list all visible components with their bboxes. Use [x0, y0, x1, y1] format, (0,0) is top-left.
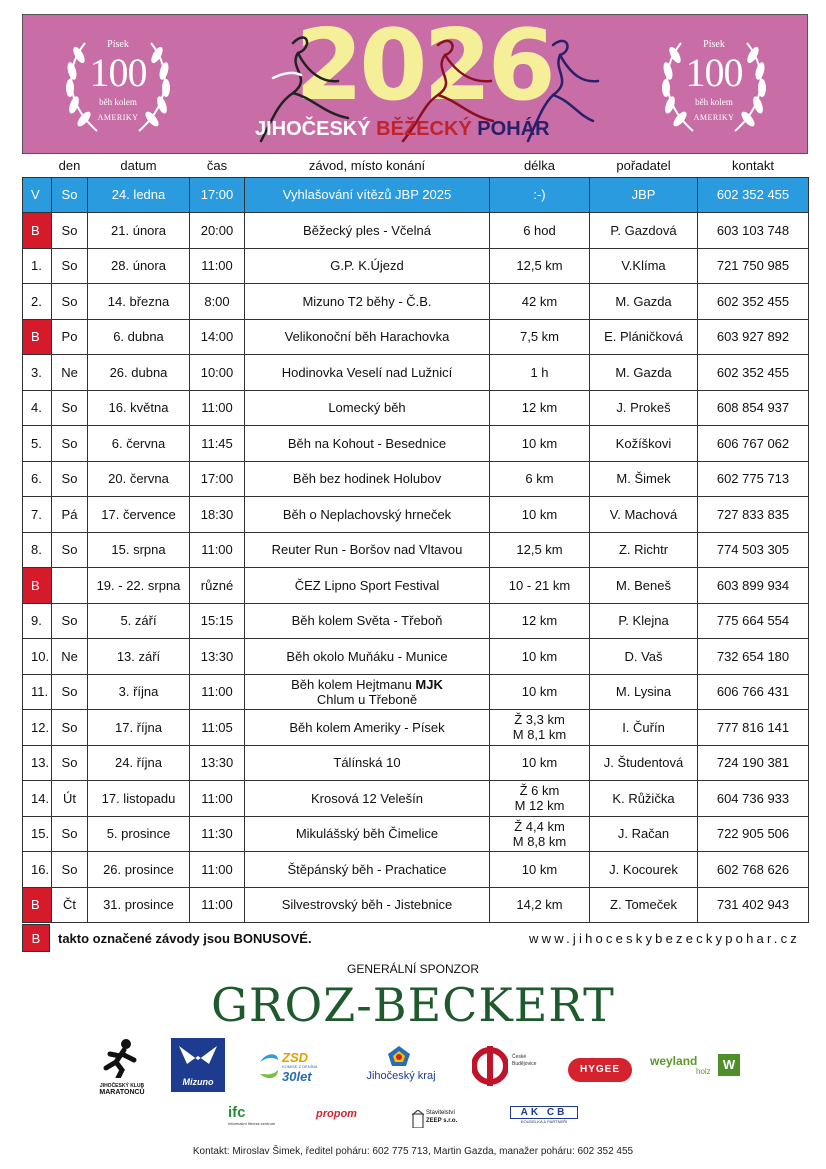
race-day: So: [52, 284, 88, 320]
table-row: [23, 213, 809, 249]
mizuno-runbird-icon: [171, 1038, 225, 1072]
column-header: délka: [523, 157, 556, 173]
race-length: 6 km: [490, 461, 590, 497]
race-date: 16. května: [88, 390, 190, 426]
bonus-legend: [22, 922, 808, 952]
race-length: 7,5 km: [490, 319, 590, 355]
table-row: [23, 710, 809, 746]
race-length: 12,5 km: [490, 532, 590, 568]
building-icon: [412, 1110, 424, 1128]
badge-top: Písek: [703, 39, 725, 50]
race-time: 13:30: [190, 745, 245, 781]
ifc-logo: [228, 1104, 280, 1132]
race-length-men: M 8,1 km: [512, 727, 567, 743]
race-time: 11:00: [190, 532, 245, 568]
race-date: 14. března: [88, 284, 190, 320]
general-sponsor-logo: GROZ-BECKERT: [211, 978, 615, 1032]
maratoncu-text: MARATONCŮ: [99, 1089, 145, 1096]
race-length: 10 - 21 km: [490, 568, 590, 604]
table-row: [23, 816, 809, 852]
race-date: 6. června: [88, 426, 190, 462]
race-schedule-table: [22, 154, 809, 923]
race-date: 28. února: [88, 248, 190, 284]
akcb-text: AK CB: [510, 1106, 578, 1119]
table-row: [23, 852, 809, 888]
zsd-swoosh-icon: [258, 1052, 280, 1082]
mizuno-text: Mizuno: [182, 1077, 214, 1087]
table-row: [23, 887, 809, 923]
race-name: Krosová 12 Velešín: [245, 781, 490, 817]
anniversary-badge-right: [653, 23, 775, 145]
race-name: Běh kolem Ameriky - Písek: [245, 710, 490, 746]
race-length: 10 km: [490, 674, 590, 710]
race-day: Ne: [52, 639, 88, 675]
race-date: 17. července: [88, 497, 190, 533]
race-number: 5.: [23, 426, 52, 462]
race-contact: 777 816 141: [698, 710, 809, 746]
propom-logo: [316, 1108, 376, 1126]
race-name: ČEZ Lipno Sport Festival: [245, 568, 490, 604]
table-row: [23, 781, 809, 817]
region-emblem-icon: [386, 1046, 412, 1068]
zsd-text: ZSD: [282, 1050, 308, 1065]
badge-line2: AMERIKY: [693, 113, 735, 122]
race-number: 11.: [23, 674, 52, 710]
race-length: 42 km: [490, 284, 590, 320]
table-row: [23, 532, 809, 568]
race-name-line2: Chlum u Třeboně: [316, 691, 418, 707]
year-title: 2026: [295, 14, 552, 123]
race-length: 10 km: [490, 745, 590, 781]
weyland-holz: holz: [696, 1067, 711, 1076]
akcb-sub: KOUDELKA & PARTNEŘI: [520, 1119, 568, 1124]
badge-line1: běh kolem: [695, 97, 733, 107]
race-day: So: [52, 710, 88, 746]
race-time: 14:00: [190, 319, 245, 355]
race-number: 6.: [23, 461, 52, 497]
race-length: 6 hod: [490, 213, 590, 249]
anniversary-badge-left: [57, 23, 179, 145]
ceske-budejovice-logo: [472, 1044, 542, 1088]
race-number: B: [23, 568, 52, 604]
race-contact: 602 352 455: [698, 177, 809, 213]
table-body: [23, 177, 809, 923]
column-header: kontakt: [732, 157, 774, 173]
table-row: [23, 319, 809, 355]
race-number: 14.: [23, 781, 52, 817]
race-contact: 603 927 892: [698, 319, 809, 355]
race-length-women: Ž 6 km: [519, 783, 560, 799]
race-day: Čt: [52, 887, 88, 923]
race-organizer: JBP: [590, 177, 698, 213]
race-date: 17. října: [88, 710, 190, 746]
race-day: So: [52, 745, 88, 781]
race-contact: 602 352 455: [698, 355, 809, 391]
race-number: 12.: [23, 710, 52, 746]
race-name: Tálínská 10: [245, 745, 490, 781]
race-day: So: [52, 390, 88, 426]
race-name: Hodinovka Veselí nad Lužnicí: [245, 355, 490, 391]
race-length-men: M 12 km: [514, 798, 565, 814]
race-number: 16.: [23, 852, 52, 888]
race-contact: 602 352 455: [698, 284, 809, 320]
race-day: So: [52, 816, 88, 852]
race-number: 1.: [23, 248, 52, 284]
race-organizer: D. Vaš: [590, 639, 698, 675]
race-time: 18:30: [190, 497, 245, 533]
race-length-women: Ž 4,4 km: [514, 818, 565, 834]
race-organizer: E. Pláničková: [590, 319, 698, 355]
race-name: Běh okolo Muňáku - Munice: [245, 639, 490, 675]
race-day: Ne: [52, 355, 88, 391]
race-organizer: Z. Richtr: [590, 532, 698, 568]
race-number: B: [23, 887, 52, 923]
race-name: Reuter Run - Boršov nad Vltavou: [245, 532, 490, 568]
race-time: 17:00: [190, 461, 245, 497]
column-header: čas: [206, 157, 228, 173]
propom-text: propom: [316, 1108, 357, 1120]
race-contact: 602 768 626: [698, 852, 809, 888]
column-header: [23, 154, 52, 177]
table-row: [23, 355, 809, 391]
table-row: [23, 639, 809, 675]
race-time: 11:00: [190, 390, 245, 426]
race-date: 19. - 22. srpna: [88, 568, 190, 604]
badge-line2: AMERIKY: [97, 113, 139, 122]
race-name: [245, 674, 490, 710]
race-day: So: [52, 532, 88, 568]
race-contact: 727 833 835: [698, 497, 809, 533]
race-length: 10 km: [490, 639, 590, 675]
table-row: [23, 177, 809, 213]
race-name: Velikonoční běh Harachovka: [245, 319, 490, 355]
zsd-logo: [258, 1050, 332, 1086]
race-date: 5. prosince: [88, 816, 190, 852]
race-length: 10 km: [490, 426, 590, 462]
race-name: Mikulášský běh Čimelice: [245, 816, 490, 852]
hygee-logo: [568, 1058, 632, 1082]
sponsor-title: GENERÁLNÍ SPONZOR: [346, 962, 480, 976]
race-organizer: Kožíškovi: [590, 426, 698, 462]
race-time: 11:00: [190, 781, 245, 817]
zeep-line2: ZEEP s.r.o.: [426, 1118, 458, 1124]
race-time: 20:00: [190, 213, 245, 249]
race-day: So: [52, 213, 88, 249]
race-length: [490, 710, 590, 746]
race-time: 17:00: [190, 177, 245, 213]
race-number: B: [23, 213, 52, 249]
race-name: Silvestrovský běh - Jistebnice: [245, 887, 490, 923]
race-name: Běh o Neplachovský hrneček: [245, 497, 490, 533]
badge-line1: běh kolem: [99, 97, 137, 107]
budejovice-line1: České: [512, 1054, 527, 1060]
race-time: 11:00: [190, 248, 245, 284]
jihocesky-kraj-logo: [356, 1046, 446, 1086]
race-date: 13. září: [88, 639, 190, 675]
race-contact: 603 103 748: [698, 213, 809, 249]
race-number: 9.: [23, 603, 52, 639]
table-row: [23, 497, 809, 533]
race-number: 8.: [23, 532, 52, 568]
ifc-text: ifc: [228, 1104, 246, 1121]
race-date: 26. dubna: [88, 355, 190, 391]
mizuno-logo: [171, 1038, 225, 1092]
race-organizer: M. Šimek: [590, 461, 698, 497]
race-day: So: [52, 603, 88, 639]
race-length: [490, 781, 590, 817]
race-organizer: J. Račan: [590, 816, 698, 852]
race-contact: 606 766 431: [698, 674, 809, 710]
race-number: V: [23, 177, 52, 213]
race-time: 15:15: [190, 603, 245, 639]
table-row: [23, 568, 809, 604]
runner-icon: [92, 1038, 152, 1078]
table-row: [23, 284, 809, 320]
zeep-line1: Stavitelství: [426, 1110, 456, 1116]
race-contact: 606 767 062: [698, 426, 809, 462]
race-name: Běh kolem Světa - Třeboň: [245, 603, 490, 639]
bonus-marker: B: [22, 924, 50, 952]
race-date: 21. února: [88, 213, 190, 249]
race-organizer: I. Čuřín: [590, 710, 698, 746]
race-length: 14,2 km: [490, 887, 590, 923]
race-organizer: M. Beneš: [590, 568, 698, 604]
race-contact: 602 775 713: [698, 461, 809, 497]
race-organizer-tag: MJK: [415, 676, 443, 692]
race-organizer: J. Študentová: [590, 745, 698, 781]
race-length: 12,5 km: [490, 248, 590, 284]
race-name-line1: Běh kolem Hejtmanu: [291, 676, 412, 692]
race-organizer: M. Gazda: [590, 284, 698, 320]
race-contact: 732 654 180: [698, 639, 809, 675]
race-number: 4.: [23, 390, 52, 426]
brand-word-1: JIHOČESKÝ: [255, 118, 371, 140]
race-contact: 731 402 943: [698, 887, 809, 923]
column-header: závod, místo konání: [308, 157, 426, 173]
maratoncu-logo: [92, 1038, 152, 1094]
badge-number: 100: [685, 50, 743, 95]
zeep-logo: [412, 1108, 468, 1132]
race-date: 24. října: [88, 745, 190, 781]
race-organizer: M. Gazda: [590, 355, 698, 391]
race-time: 11:45: [190, 426, 245, 462]
table-row: [23, 248, 809, 284]
race-day: So: [52, 426, 88, 462]
race-contact: 722 905 506: [698, 816, 809, 852]
race-contact: 774 503 305: [698, 532, 809, 568]
race-day: So: [52, 852, 88, 888]
weyland-mark: W: [718, 1054, 740, 1076]
table-row: [23, 461, 809, 497]
race-contact: 603 899 934: [698, 568, 809, 604]
column-header: pořadatel: [616, 157, 671, 173]
race-length: 10 km: [490, 497, 590, 533]
table-row: [23, 674, 809, 710]
hygee-text: HYGEE: [579, 1064, 620, 1075]
race-number: 3.: [23, 355, 52, 391]
race-time: 11:00: [190, 674, 245, 710]
brand-title: [255, 119, 550, 139]
race-number: 2.: [23, 284, 52, 320]
bonus-legend-text: takto označené závody jsou BONUSOVÉ.: [58, 931, 312, 946]
header-banner: [22, 14, 808, 154]
race-length: 1 h: [490, 355, 590, 391]
table-row: [23, 426, 809, 462]
race-organizer: P. Gazdová: [590, 213, 698, 249]
race-date: 26. prosince: [88, 852, 190, 888]
weyland-logo: [650, 1054, 740, 1080]
race-time: 11:05: [190, 710, 245, 746]
maratoncu-small: JIHOČESKÝ KLUB: [99, 1083, 145, 1089]
race-organizer: P. Klejna: [590, 603, 698, 639]
race-time: 11:00: [190, 887, 245, 923]
race-time: 8:00: [190, 284, 245, 320]
race-organizer: V.Klíma: [590, 248, 698, 284]
zsd-sub: KOMISE Z DENÍNA: [282, 1064, 318, 1069]
race-name: Štěpánský běh - Prachatice: [245, 852, 490, 888]
column-header: den: [58, 157, 81, 173]
race-length: 10 km: [490, 852, 590, 888]
race-length-women: Ž 3,3 km: [514, 712, 565, 728]
race-date: 20. června: [88, 461, 190, 497]
table-header-row: [23, 154, 809, 177]
brand-word-2: BĚŽECKÝ: [376, 118, 472, 140]
table-row: [23, 603, 809, 639]
akcb-logo: [510, 1106, 578, 1132]
column-header: datum: [120, 157, 157, 173]
race-date: 15. srpna: [88, 532, 190, 568]
race-name: Vyhlašování vítězů JBP 2025: [245, 177, 490, 213]
race-day: Út: [52, 781, 88, 817]
race-length: [490, 816, 590, 852]
race-organizer: M. Lysina: [590, 674, 698, 710]
race-contact: 608 854 937: [698, 390, 809, 426]
race-length: 12 km: [490, 390, 590, 426]
race-number: 7.: [23, 497, 52, 533]
race-day: So: [52, 674, 88, 710]
jihocesky-kraj-text: Jihočeský kraj: [366, 1070, 436, 1082]
ifc-sub: Informační fitness centrum: [228, 1121, 276, 1126]
race-organizer: J. Kocourek: [590, 852, 698, 888]
table-row: [23, 390, 809, 426]
race-organizer: J. Prokeš: [590, 390, 698, 426]
race-date: 31. prosince: [88, 887, 190, 923]
race-number: 15.: [23, 816, 52, 852]
race-day: Pá: [52, 497, 88, 533]
badge-number: 100: [89, 50, 147, 95]
race-date: 17. listopadu: [88, 781, 190, 817]
website-link[interactable]: www.jihoceskybezeckypohar.cz: [529, 931, 800, 946]
race-number: 13.: [23, 745, 52, 781]
race-day: So: [52, 461, 88, 497]
race-length: :-): [490, 177, 590, 213]
race-number: 10.: [23, 639, 52, 675]
brand-word-3: POHÁR: [477, 118, 550, 140]
race-contact: 721 750 985: [698, 248, 809, 284]
race-name: Mizuno T2 běhy - Č.B.: [245, 284, 490, 320]
race-length-men: M 8,8 km: [512, 833, 567, 849]
race-organizer: K. Růžička: [590, 781, 698, 817]
table-row: [23, 745, 809, 781]
race-contact: 604 736 933: [698, 781, 809, 817]
race-name: Běh na Kohout - Besednice: [245, 426, 490, 462]
race-time: různé: [190, 568, 245, 604]
race-date: 3. října: [88, 674, 190, 710]
race-time: 10:00: [190, 355, 245, 391]
race-name: Běh bez hodinek Holubov: [245, 461, 490, 497]
race-time: 11:30: [190, 816, 245, 852]
race-name: Lomecký běh: [245, 390, 490, 426]
budejovice-line2: Budějovice: [512, 1061, 537, 1067]
race-time: 11:00: [190, 852, 245, 888]
race-date: 6. dubna: [88, 319, 190, 355]
race-contact: 724 190 381: [698, 745, 809, 781]
race-time: 13:30: [190, 639, 245, 675]
weyland-text: weyland: [650, 1054, 698, 1068]
race-name: Běžecký ples - Včelná: [245, 213, 490, 249]
race-date: 5. září: [88, 603, 190, 639]
race-contact: 775 664 554: [698, 603, 809, 639]
race-name: G.P. K.Újezd: [245, 248, 490, 284]
race-date: 24. ledna: [88, 177, 190, 213]
race-organizer: Z. Tomeček: [590, 887, 698, 923]
zsd-years: 30let: [282, 1069, 312, 1084]
race-day: Po: [52, 319, 88, 355]
race-length: 12 km: [490, 603, 590, 639]
race-day: [52, 568, 88, 604]
race-day: So: [52, 248, 88, 284]
city-emblem-icon: [472, 1044, 508, 1088]
badge-top: Písek: [107, 39, 129, 50]
race-number: B: [23, 319, 52, 355]
race-organizer: V. Machová: [590, 497, 698, 533]
footer-contact: Kontakt: Miroslav Šimek, ředitel poháru: 602 775 713, Martin Gazda, manažer poháru: 602 352 455: [192, 1146, 634, 1157]
race-day: So: [52, 177, 88, 213]
